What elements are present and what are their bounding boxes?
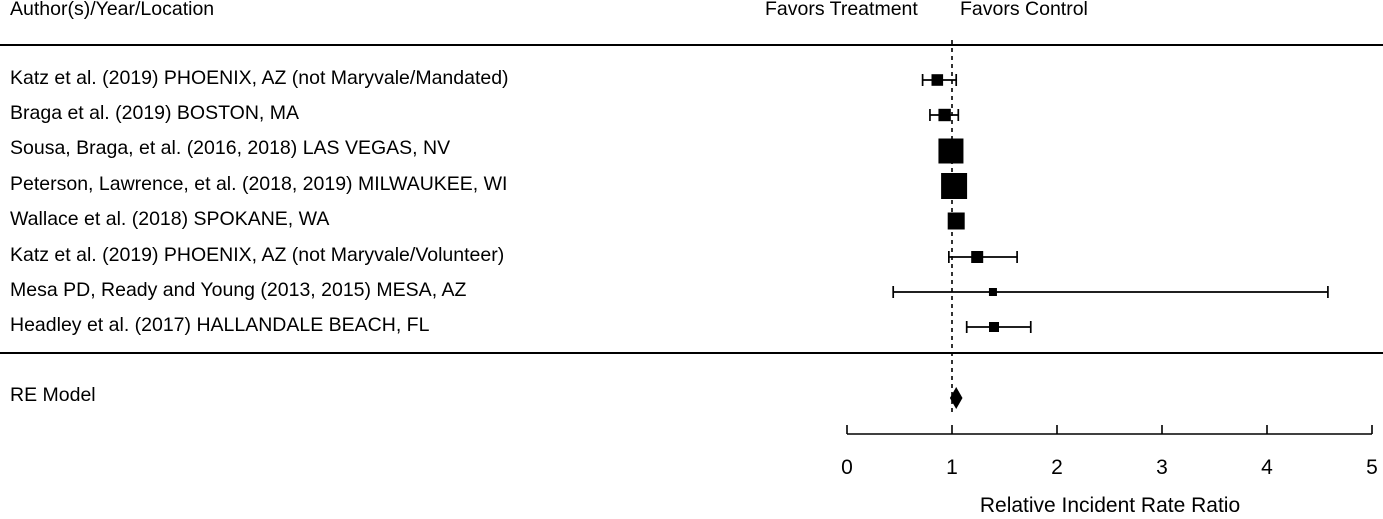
study-row-5 <box>949 251 1017 263</box>
effect-estimate-marker <box>971 251 983 263</box>
effect-estimate-marker <box>932 74 944 86</box>
summary-diamond <box>950 387 963 409</box>
effect-estimate-marker <box>989 288 997 296</box>
study-row-0 <box>923 74 957 86</box>
study-row-2 <box>938 139 963 164</box>
study-row-1 <box>930 109 958 121</box>
effect-estimate-marker <box>941 173 967 199</box>
label-favors-treatment: Favors Treatment <box>765 0 918 20</box>
study-label-1: Braga et al. (2019) BOSTON, MA <box>10 102 300 124</box>
xtick-label-3: 3 <box>1156 456 1168 479</box>
x-axis-title: Relative Incident Rate Ratio <box>979 494 1241 517</box>
study-label-4: Wallace et al. (2018) SPOKANE, WA <box>10 208 330 230</box>
study-row-3 <box>941 173 967 199</box>
study-label-3: Peterson, Lawrence, et al. (2018, 2019) MILWAUKEE, WI <box>10 173 508 195</box>
study-label-6: Mesa PD, Ready and Young (2013, 2015) MESA, AZ <box>10 279 467 301</box>
xtick-label-0: 0 <box>841 456 853 479</box>
effect-estimate-marker <box>948 213 965 230</box>
summary-row-label: RE Model <box>10 384 96 406</box>
study-row-7 <box>967 321 1031 333</box>
effect-estimate-marker <box>938 139 963 164</box>
effect-estimate-marker <box>989 322 999 332</box>
summary-diamond-group <box>950 387 963 409</box>
study-label-2: Sousa, Braga, et al. (2016, 2018) LAS VEGAS, NV <box>10 137 451 159</box>
xtick-label-2: 2 <box>1051 456 1063 479</box>
column-header-study: Author(s)/Year/Location <box>10 0 215 20</box>
label-favors-control: Favors Control <box>960 0 1088 20</box>
study-row-6 <box>893 286 1328 298</box>
x-axis <box>847 425 1372 434</box>
xtick-label-5: 5 <box>1366 456 1378 479</box>
study-label-0: Katz et al. (2019) PHOENIX, AZ (not Maryvale/Mandated) <box>10 67 509 89</box>
study-label-5: Katz et al. (2019) PHOENIX, AZ (not Maryvale/Volunteer) <box>10 244 505 266</box>
study-rows <box>893 74 1328 333</box>
study-label-7: Headley et al. (2017) HALLANDALE BEACH, FL <box>10 314 430 336</box>
xtick-label-1: 1 <box>946 456 958 479</box>
xtick-label-4: 4 <box>1261 456 1273 479</box>
study-row-4 <box>948 213 965 230</box>
effect-estimate-marker <box>938 109 950 121</box>
